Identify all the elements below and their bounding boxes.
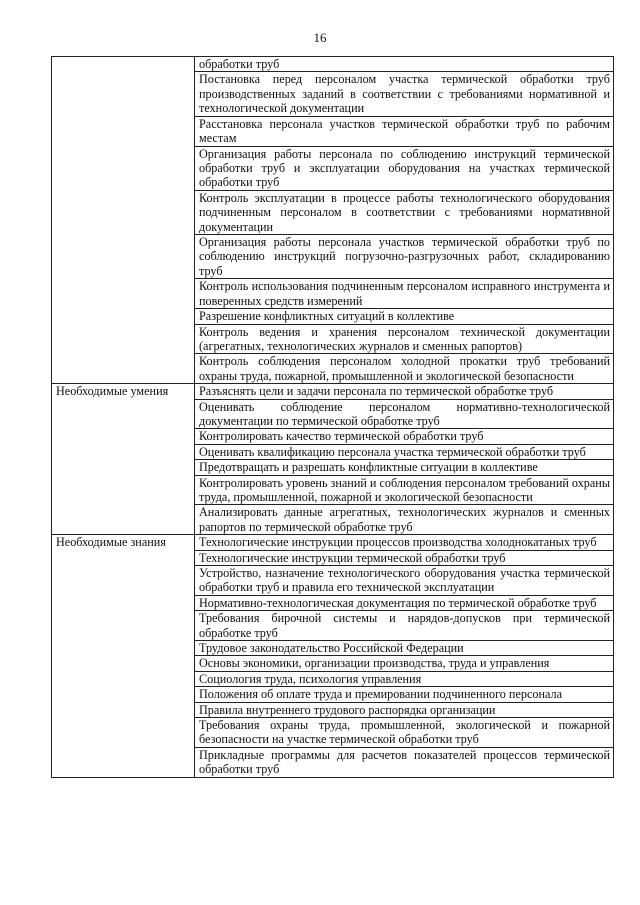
requirement-item: Трудовое законодательство Российской Федерации <box>195 641 614 656</box>
page-number: 16 <box>313 30 327 45</box>
requirement-item: Положения об оплате труда и премировании подчиненного персонала <box>195 687 614 702</box>
requirement-item: Анализировать данные агрегатных, технологических журналов и сменных рапортов по термической обработке труб <box>195 505 614 535</box>
section-label: Необходимые умения <box>52 384 195 535</box>
requirement-item: Технологические инструкции процессов производства холоднокатаных труб <box>195 535 614 550</box>
requirement-item: Устройство, назначение технологического оборудования участка термической обработки труб и правила его технической эксплуатации <box>195 566 614 596</box>
specification-table <box>51 56 614 778</box>
requirement-item: Организация работы персонала по соблюдению инструкций термической обработки труб и эксплуатации оборудования на участках термической обработки труб <box>195 146 614 190</box>
requirement-item: Разрешение конфликтных ситуаций в коллективе <box>195 309 614 324</box>
table-row <box>52 57 614 72</box>
table-row <box>52 384 614 399</box>
requirement-item: Разъяснять цели и задачи персонала по термической обработке труб <box>195 384 614 399</box>
requirement-item: Предотвращать и разрешать конфликтные ситуации в коллективе <box>195 460 614 475</box>
requirement-item: Технологические инструкции термической обработки труб <box>195 550 614 565</box>
requirement-item: Требования бирочной системы и нарядов-допусков при термической обработке труб <box>195 611 614 641</box>
specification-table-body <box>52 57 614 778</box>
requirement-item: Контроль использования подчиненным персоналом исправного инструмента и поверенных средств измерений <box>195 279 614 309</box>
requirement-item: Контролировать качество термической обработки труб <box>195 429 614 444</box>
requirement-item: Основы экономики, организации производства, труда и управления <box>195 656 614 671</box>
requirement-item: Оценивать соблюдение персоналом нормативно-технологической документации по термической обработке труб <box>195 399 614 429</box>
requirement-item: Прикладные программы для расчетов показателей процессов термической обработки труб <box>195 747 614 777</box>
requirement-item: Контроль эксплуатации в процессе работы технологического оборудования подчиненным персоналом в соответствии с требованиями нормативной документации <box>195 190 614 234</box>
requirement-item: Организация работы персонала участков термической обработки труб по соблюдению инструкций погрузочно-разгрузочных работ, складированию труб <box>195 235 614 279</box>
requirement-item: Расстановка персонала участков термической обработки труб по рабочим местам <box>195 116 614 146</box>
requirement-item: Требования охраны труда, промышленной, экологической и пожарной безопасности на участке термической обработки труб <box>195 718 614 748</box>
table-row <box>52 535 614 550</box>
requirement-item: Контроль соблюдения персоналом холодной прокатки труб требований охраны труда, пожарной, промышленной и экологической безопасности <box>195 354 614 384</box>
section-label: Необходимые знания <box>52 535 195 778</box>
requirement-item: Контролировать уровень знаний и соблюдения персоналом требований охраны труда, промышленной, пожарной и экологической безопасности <box>195 475 614 505</box>
requirement-item: Нормативно-технологическая документация по термической обработке труб <box>195 595 614 610</box>
requirement-item: Социология труда, психология управления <box>195 671 614 686</box>
requirement-item: Постановка перед персоналом участка термической обработки труб производственных заданий в соответствии с требованиями нормативной и технологической документации <box>195 72 614 116</box>
requirement-item: Оценивать квалификацию персонала участка термической обработки труб <box>195 444 614 459</box>
requirement-item: Контроль ведения и хранения персоналом технической документации (агрегатных, технологических журналов и сменных рапортов) <box>195 324 614 354</box>
requirement-item: обработки труб <box>195 57 614 72</box>
section-label <box>52 57 195 384</box>
requirement-item: Правила внутреннего трудового распорядка организации <box>195 702 614 717</box>
